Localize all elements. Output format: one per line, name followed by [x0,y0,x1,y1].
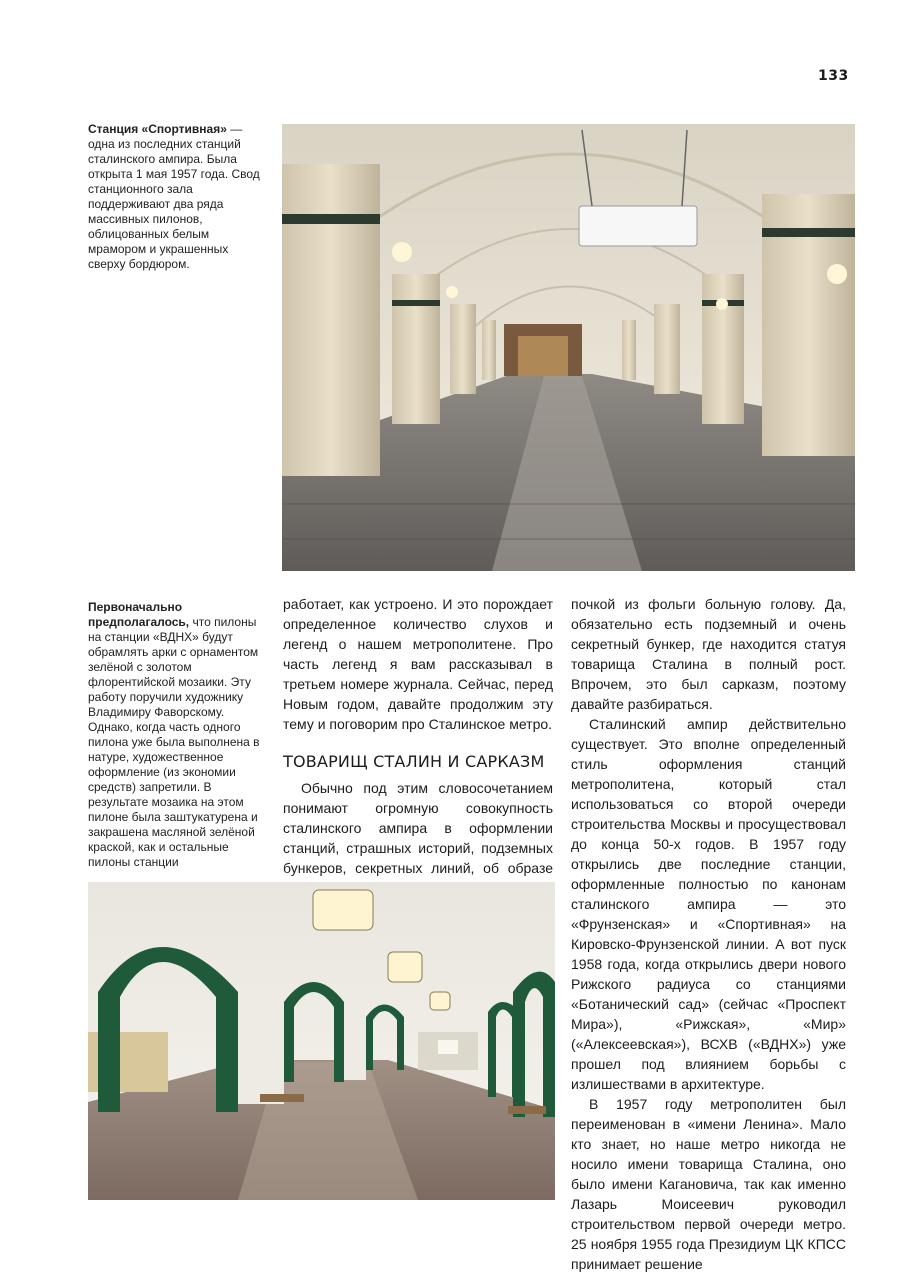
photo-caption-vdnh [88,600,268,870]
caption-text: — одна из последних станций сталинского ампира. Была открыта 1 мая 1957 года. Свод станционного зала поддерживают два ряда массивных пилонов, облицованных белым мрамором и украшенных сверху бордюром. [88,122,260,271]
paragraph: Обычно под этим словосочетанием понимают огромную совокупность сталинского ампира в оформлении станций, страшных историй, подземных бункеров, секретных линий, об образе [283,780,553,876]
caption-lead: Первоначально предполагалось, [88,600,190,629]
caption-lead: Станция «Спортивная» [88,122,227,136]
paragraph: почкой из фольги больную голову. Да, обязательно есть подземный и очень секретный бункер, где находится статуя товарища Сталина в полный рост. Впрочем, это был сарказм, поэтому давайте разбираться. [571,596,846,712]
section-heading: ТОВАРИЩ СТАЛИН И САРКАЗМ [283,752,545,771]
article-column-3 [571,594,846,1274]
photo-vdnh-station [88,882,555,1200]
photo-sportivnaya-station [282,124,855,571]
photo-caption-sportivnaya [88,122,268,272]
paragraph: В 1957 году метрополитен был переименован в «имени Ленина». Мало кто знает, но наше метро никогда не носило имени товарища Сталина, оно было имени Кагановича, так как именно Лазарь Моисеевич руководил строительством первой очереди метро. 25 ноября 1955 года Президиум ЦК КПСС принимает решение [571,1096,846,1272]
caption-text: что пилоны на станции «ВДНХ» будут обрамлять арки с орнаментом зелёной с золотом флорентийской мозаики. Эту работу поручили художнику Владимиру Фаворскому. Однако, когда часть одного пилона уже была выполнена в натуре, художественное оформление (из экономии средств) запретили. В результате мозаика на этом пилоне была заштукатурена и закрашена масляной зелёной краской, как и остальные пилоны станции [88,615,260,869]
page-number: 133 [818,68,849,84]
paragraph: работает, как устроено. И это порождает определенное количество слухов и легенд о нашем метрополитене. Про часть легенд я вам рассказывал в третьем номере журнала. Сейчас, перед Новым годом, давайте продолжим эту тему и поговорим про Сталинское метро. [283,596,553,732]
paragraph: Сталинский ампир действительно существует. Это вполне определенный стиль оформления станций метрополитена, который стал использоваться со второй очереди строительства Москвы и просуществовал до конца 50-х годов. В 1957 году открылись две последние станции, оформленные полностью по канонам сталинского ампира — это «Фрунзенская» и «Спортивная» на Кировско-Фрунзенской линии. А вот пуск 1958 года, когда открылись двери нового Рижского радиуса со станциями «Ботанический сад» (сейчас «Проспект Мира»), «Рижская», «Мир» («Алексеевская»), ВСХВ («ВДНХ») уже прошел под влиянием борьбы с излишествами в архитектуре. [571,716,846,1092]
